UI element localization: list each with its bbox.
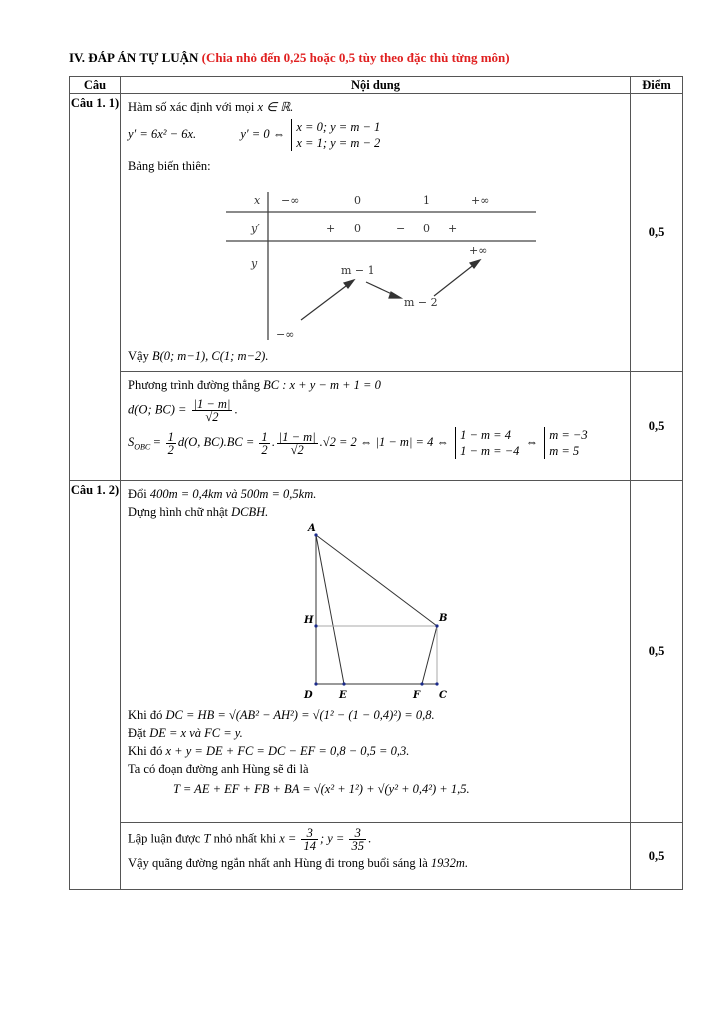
answer-table	[69, 76, 683, 890]
point-H	[314, 624, 317, 627]
content-1-1-a	[121, 94, 631, 372]
bbt-y-plus-inf: +∞	[469, 244, 488, 257]
table-header-row	[70, 77, 683, 94]
question-label-1-2: Câu 1. 2)	[70, 481, 121, 890]
set-line: Đặt DE = x và FC = y.	[128, 726, 243, 740]
point-B	[435, 624, 438, 627]
points-1-1-b: 0,5	[631, 372, 683, 481]
points-1-2-a: 0,5	[631, 481, 683, 823]
label-F: F	[413, 690, 421, 701]
geometry-figure	[296, 523, 476, 703]
segment-AE	[316, 535, 344, 684]
bbt-x-0: −∞	[281, 194, 300, 207]
bbt-y-min: m − 2	[404, 296, 438, 309]
section-heading	[69, 50, 510, 66]
bbt-x-3: +∞	[471, 194, 490, 207]
points-1-1-a: 0,5	[631, 94, 683, 372]
system-b: m = −3 m = 5	[544, 427, 587, 459]
bbt-yp-0: +	[326, 222, 336, 235]
path-text-line: Ta có đoạn đường anh Hùng sẽ đi là	[128, 762, 309, 776]
total-line: T = AE + EF + FB + BA = √(x² + 1²) + √(y² + 0,4²) + 1,5.	[173, 782, 470, 796]
bbt-y-max: m − 1	[341, 264, 375, 277]
result-line: Vậy quãng đường ngắn nhất anh Hùng đi trong buổi sáng là 1932m.	[128, 856, 469, 870]
conversion-line: Đổi 400m = 0,4km và 500m = 0,5km.	[128, 487, 317, 501]
bbt-yp-label: y′	[251, 222, 260, 235]
point-D	[314, 682, 317, 685]
domain-line: Hàm số xác định với mọi x ∈ ℝ.	[128, 100, 294, 114]
label-C: C	[439, 690, 447, 701]
point-E	[342, 682, 345, 685]
header-question: Câu	[70, 77, 121, 94]
header-points: Điểm	[631, 77, 683, 94]
content-1-1-b	[121, 372, 631, 481]
label-H: H	[304, 615, 314, 626]
distance-line: d(O; BC) = $\frac{|1 - m|}{√2}$ .	[128, 397, 238, 424]
bbt-x-label: x	[254, 194, 261, 207]
segment-AB	[316, 535, 437, 626]
points-1-2-b: 0,5	[631, 823, 683, 890]
heading-note: (Chia nhỏ đến 0,25 hoặc 0,5 tùy theo đặc thù từng môn)	[201, 50, 510, 65]
system-a: 1 − m = 4 1 − m = −4	[455, 427, 519, 459]
table-row	[70, 372, 683, 481]
table-row	[70, 823, 683, 890]
sum-line: Khi đó x + y = DE + FC = DC − EF = 0,8 − 0,5 = 0,3.	[128, 744, 410, 758]
label-E: E	[339, 690, 347, 701]
arrow-up-1	[301, 283, 350, 320]
bbt-x-2: 1	[423, 194, 430, 207]
table-row	[70, 94, 683, 372]
table-row	[70, 481, 683, 823]
bbt-yp-4: +	[448, 222, 458, 235]
arrow-down-head	[389, 292, 401, 298]
bbt-yp-2: −	[396, 222, 406, 235]
segment-BF	[422, 626, 437, 684]
point-C	[435, 682, 438, 685]
arrow-up-2	[434, 263, 476, 296]
line-equation: Phương trình đường thẳng BC : x + y − m + 1 = 0	[128, 378, 381, 392]
area-line: $S_{OBC}$ = $\frac{1}{2}$ d(O, BC).BC = $\frac{1}{2}$ . $\frac{|1 - m|}{√2}$ .√2 = 2 ⇔ |1 − m| = 4 ⇔ 1 − m = 4 1 − m = −4 ⇔ m = −3 m = 5	[128, 428, 588, 458]
bbt-y-minus-inf: −∞	[276, 328, 295, 341]
label-B: B	[439, 613, 448, 624]
label-A: A	[308, 523, 316, 534]
rectangle-line: Dựng hình chữ nhật DCBH.	[128, 505, 269, 519]
minimum-line: Lập luận được T nhỏ nhất khi x = $\frac{3}{14}$ ; y = $\frac{3}{35}$ .	[128, 826, 372, 853]
conclusion-line: Vậy B(0; m−1), C(1; m−2).	[128, 349, 269, 363]
header-content: Nội dung	[121, 77, 631, 94]
bbt-x-1: 0	[354, 194, 361, 207]
label-D: D	[304, 690, 313, 701]
derivative-line: y′ = 6x² − 6x. y′ = 0 ⇔ x = 0; y = m − 1 x = 1; y = m − 2	[128, 120, 381, 150]
bbt-yp-1: 0	[354, 222, 361, 235]
content-1-2-a	[121, 481, 631, 823]
content-1-2-b	[121, 823, 631, 890]
heading-main: IV. ĐÁP ÁN TỰ LUẬN	[69, 50, 199, 65]
critical-points-system: x = 0; y = m − 1 x = 1; y = m − 2	[291, 119, 380, 151]
bbt-y-label: y	[251, 257, 258, 270]
variation-table	[226, 192, 546, 342]
bbt-yp-3: 0	[423, 222, 430, 235]
question-label-1-1: Câu 1. 1)	[70, 94, 121, 481]
point-F	[420, 682, 423, 685]
bbt-label: Bảng biến thiên:	[128, 159, 211, 173]
dc-line: Khi đó DC = HB = √(AB² − AH²) = √(1² − (1 − 0,4)²) = 0,8.	[128, 708, 435, 722]
